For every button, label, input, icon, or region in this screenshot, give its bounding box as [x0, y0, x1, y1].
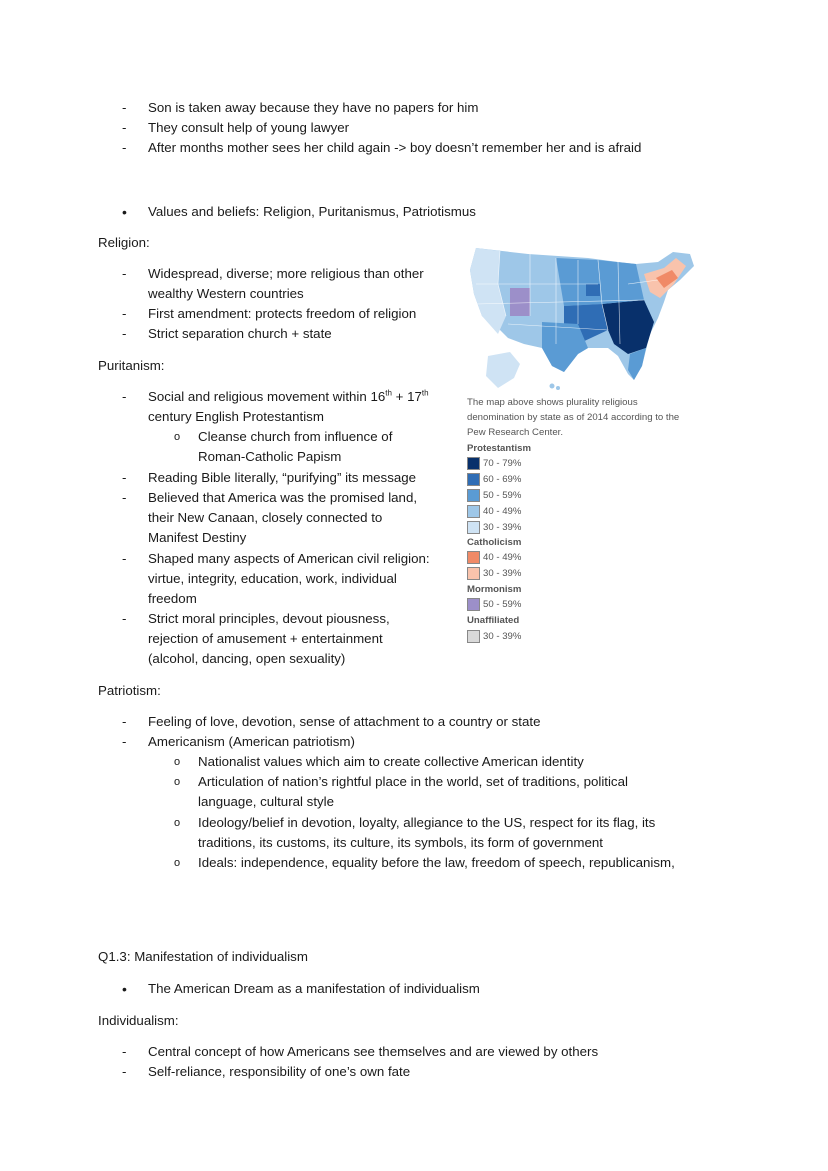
- q13-heading: Q1.3: Manifestation of individualism: [98, 949, 308, 964]
- legend-label: 40 - 49%: [483, 506, 522, 517]
- legend-swatch: [467, 551, 480, 564]
- dash-marker: -: [122, 470, 127, 485]
- list-item: They consult help of young lawyer: [148, 120, 350, 135]
- dash-marker: -: [122, 389, 127, 404]
- list-item: their New Canaan, closely connected to: [148, 510, 383, 525]
- list-item: rejection of amusement + entertainment: [148, 631, 383, 646]
- dash-marker: -: [122, 551, 127, 566]
- legend-label: 30 - 39%: [483, 522, 522, 533]
- legend-label: 60 - 69%: [483, 474, 522, 485]
- map-caption-line: denomination by state as of 2014 according to the: [467, 412, 680, 423]
- patriotism-heading: Patriotism:: [98, 683, 161, 698]
- list-item: wealthy Western countries: [148, 286, 304, 301]
- legend-swatch: [467, 505, 480, 518]
- values-bullet-text: Values and beliefs: Religion, Puritanismus, Patriotismus: [148, 204, 476, 219]
- dash-marker: -: [122, 734, 127, 749]
- legend-swatch: [467, 489, 480, 502]
- list-item: virtue, integrity, education, work, individual: [148, 571, 397, 586]
- us-religion-map: [468, 244, 700, 394]
- legend-swatch: [467, 473, 480, 486]
- legend-label: 70 - 79%: [483, 458, 522, 469]
- sub-list-item: Ideology/belief in devotion, loyalty, allegiance to the US, respect for its flag, its: [198, 815, 656, 830]
- list-item: Widespread, diverse; more religious than other: [148, 266, 424, 281]
- list-item: Son is taken away because they have no papers for him: [148, 100, 479, 115]
- list-item: First amendment: protects freedom of religion: [148, 306, 417, 321]
- sub-list-item: Cleanse church from influence of: [198, 429, 393, 444]
- list-item: Believed that America was the promised land,: [148, 490, 418, 505]
- dash-marker: -: [122, 140, 127, 155]
- dash-marker: -: [122, 1064, 127, 1079]
- legend-label: 40 - 49%: [483, 552, 522, 563]
- circle-marker: o: [174, 776, 181, 788]
- dash-marker: -: [122, 120, 127, 135]
- bullet-marker: •: [122, 981, 127, 997]
- legend-label: 30 - 39%: [483, 568, 522, 579]
- legend-label: 30 - 39%: [483, 631, 522, 642]
- puritanism-heading: Puritanism:: [98, 358, 165, 373]
- dash-marker: -: [122, 266, 127, 281]
- map-region-alaska: [486, 352, 520, 388]
- list-item: Reading Bible literally, “purifying” its message: [148, 470, 417, 485]
- dash-marker: -: [122, 611, 127, 626]
- list-item: Manifest Destiny: [148, 530, 247, 545]
- map-region-utah: [510, 288, 530, 316]
- legend-swatch: [467, 457, 480, 470]
- circle-marker: o: [174, 756, 181, 768]
- list-item: After months mother sees her child again -> boy doesn’t remember her and is afraid: [148, 140, 642, 155]
- sub-list-item: traditions, its customs, its culture, its symbols, its form of government: [198, 835, 603, 850]
- map-caption-line: The map above shows plurality religious: [467, 397, 638, 408]
- list-item: Social and religious movement within 16th + 17th: [148, 388, 429, 404]
- legend-swatch: [467, 598, 480, 611]
- sub-list-item: Nationalist values which aim to create collective American identity: [198, 754, 584, 769]
- list-item: century English Protestantism: [148, 409, 324, 424]
- legend-group-protestantism: Protestantism: [467, 443, 531, 454]
- bullet-marker: •: [122, 204, 127, 220]
- religion-heading: Religion:: [98, 235, 150, 250]
- sub-list-item: language, cultural style: [198, 794, 335, 809]
- legend-group-mormonism: Mormonism: [467, 584, 522, 595]
- list-item: Self-reliance, responsibility of one’s own fate: [148, 1064, 411, 1079]
- circle-marker: o: [174, 857, 181, 869]
- list-item: Feeling of love, devotion, sense of attachment to a country or state: [148, 714, 541, 729]
- map-region-plains: [556, 258, 602, 306]
- list-item: freedom: [148, 591, 197, 606]
- dash-marker: -: [122, 714, 127, 729]
- map-caption-line: Pew Research Center.: [467, 427, 563, 438]
- list-item: Shaped many aspects of American civil religion:: [148, 551, 430, 566]
- legend-label: 50 - 59%: [483, 599, 522, 610]
- sub-list-item: Ideals: independence, equality before the law, freedom of speech, republicanism,: [198, 855, 675, 870]
- dash-marker: -: [122, 1044, 127, 1059]
- legend-swatch: [467, 630, 480, 643]
- legend-group-unaffiliated: Unaffiliated: [467, 615, 520, 626]
- dash-marker: -: [122, 326, 127, 341]
- circle-marker: o: [174, 431, 181, 443]
- dash-marker: -: [122, 306, 127, 321]
- list-item: Americanism (American patriotism): [148, 734, 355, 749]
- legend-swatch: [467, 521, 480, 534]
- sub-list-item: Roman-Catholic Papism: [198, 449, 342, 464]
- legend-group-catholicism: Catholicism: [467, 537, 522, 548]
- individualism-heading: Individualism:: [98, 1013, 179, 1028]
- dash-marker: -: [122, 100, 127, 115]
- map-region-hawaii: [550, 384, 555, 389]
- sub-list-item: Articulation of nation’s rightful place in the world, set of traditions, political: [198, 774, 628, 789]
- circle-marker: o: [174, 817, 181, 829]
- list-item: Strict moral principles, devout piousness,: [148, 611, 390, 626]
- legend-swatch: [467, 567, 480, 580]
- list-item: Central concept of how Americans see themselves and are viewed by others: [148, 1044, 599, 1059]
- map-region-iowa: [586, 284, 600, 296]
- list-item: Strict separation church + state: [148, 326, 332, 341]
- q13-bullet-text: The American Dream as a manifestation of individualism: [148, 981, 480, 996]
- legend-label: 50 - 59%: [483, 490, 522, 501]
- dash-marker: -: [122, 490, 127, 505]
- map-region-hawaii: [556, 386, 560, 390]
- list-item: (alcohol, dancing, open sexuality): [148, 651, 346, 666]
